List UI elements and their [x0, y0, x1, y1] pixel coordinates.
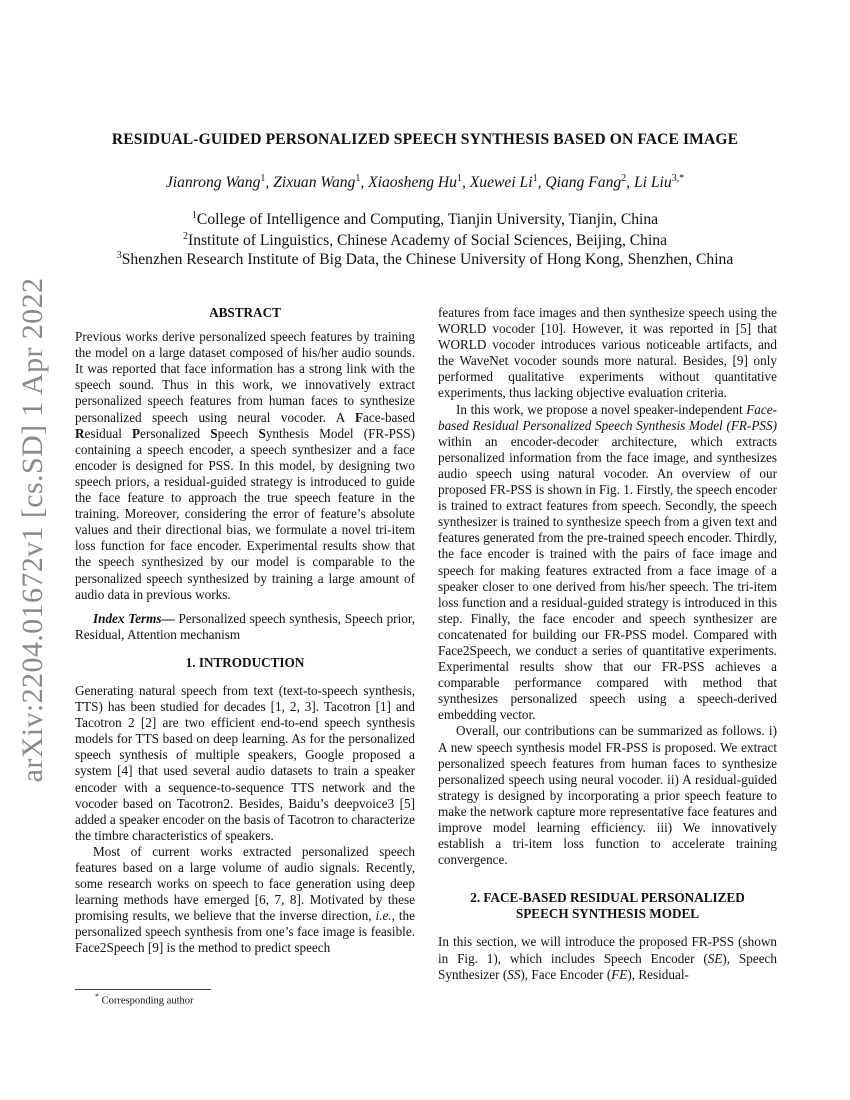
author-name: Jianrong Wang	[165, 174, 261, 192]
right-column	[438, 305, 777, 983]
affiliation-text: Institute of Linguistics, Chinese Academy of Social Sciences, Beijing, China	[188, 232, 667, 250]
abstract-heading: ABSTRACT	[209, 305, 281, 320]
author-sup: 1	[355, 173, 361, 184]
arxiv-stamp-text: arXiv:2204.01672v1 [cs.SD] 1 Apr 2022	[16, 277, 49, 783]
abstract-body: Previous works derive personalized speech features by training the model on a large dataset composed of his/her audio sounds. It was reported that face information has a strong link with the speech sound. Thus in this work, we innovatively extract personalized speech features from human faces to synthesize personalized speech using neural vocoder. A Face-based Residual Personalized Speech Synthesis Model (FR-PSS) containing a speech encoder, a speech synthesizer and a face encoder is designed for PSS. In this model, by designing two speech priors, a residual-guided strategy is introduced to guide the face feature to approach the true speech feature in the training. Moreover, considering the error of feature’s absolute values and their directional bias, we formulate a novel tri-item loss function for face encoder. Experimental results show that the speech synthesized by our model is comparable to the personalized speech synthesized by training a large amount of audio data in previous works.	[75, 329, 416, 602]
footnote-rule	[75, 989, 211, 990]
index-terms	[75, 611, 415, 643]
affiliation-sup: 2	[183, 231, 188, 242]
affiliation	[0, 210, 850, 229]
author-name: Xiaosheng Hu	[368, 174, 457, 192]
paper-title: RESIDUAL-GUIDED PERSONALIZED SPEECH SYNTHESIS BASED ON FACE IMAGE	[111, 131, 739, 148]
author-sup: 2	[621, 173, 627, 184]
author-sup: 1	[456, 173, 462, 184]
left-column	[75, 305, 415, 957]
section2-heading: 2. FACE-BASED RESIDUAL PERSONALIZED SPEECH SYNTHESIS MODEL	[470, 890, 745, 922]
footnote-marker: *	[95, 992, 99, 1001]
footnote-text: Corresponding author	[99, 995, 194, 1007]
author-sup: 1	[260, 173, 266, 184]
footnote	[95, 992, 194, 1007]
introduction-heading: 1. INTRODUCTION	[185, 654, 305, 670]
contributions-paragraph: Overall, our contributions can be summarized as follows. i) A new speech synthesis model FR-PSS is proposed. We extract personalized speech features from human faces to synthesize personalized speech using neural vocoder. ii) A residual-guided strategy is designed by incorporating a prior speech feature to make the network capture more representative face features and improve model learning efficiency. iii) We innovatively establish a tri-item loss function to accelerate training convergence.	[438, 723, 777, 868]
author-list: Jianrong Wang$^1$, Zixuan Wang$^1$, Xiaosheng Hu$^1$, Xuewei Li$^1$, Qiang Fang$^2$, Li Liu$^{3,*}$	[165, 173, 685, 192]
author-name: Xuewei Li	[469, 174, 533, 192]
affiliation-text: College of Intelligence and Computing, Tianjin University, Tianjin, China	[196, 211, 659, 229]
body-paragraph: features from face images and then synthesize speech using the WORLD vocoder [10]. However, it was reported in [5] that WORLD vocoder introduces various noticeable artifacts, and the WaveNet vocoder sounds more natural. Besides, [9] only performed qualitative experiments without quantitative experiments, thus lacking objective evaluation criteria.	[438, 305, 777, 401]
author-name: Li Liu	[633, 174, 672, 192]
affiliation	[0, 231, 850, 250]
affiliation-sup: 3	[116, 250, 122, 261]
body-paragraph: In this work, we propose a novel speaker-independent Face-based Residual Personalized Speech Synthesis Model (FR-PSS) within an encoder-decoder architecture, which extracts personalized information from the face image, and synthesizes audio speech using natural vocoder. An overview of our proposed FR-PSS is shown in Fig. 1. Firstly, the speech encoder is trained to extract features from speech. Secondly, the speech synthesizer is trained to synthesize speech from a given text and features generated from the pre-trained speech encoder. Thirdly, the face encoder is trained with the pairs of face image and speech for making features extracted from a face image of a speaker closer to one derived from his/her speech. The tri-item loss function and a residual-guided strategy is introduced in this step. Finally, the face encoder and speech synthesizer are concatenated for building our FR-PSS model. Compared with Face2Speech, we conduct a series of quantitative experiments. Experimental results show that our FR-PSS achieves a comparable performance compared with method that synthesizes personalized speech using a speech-derived embedding vector.	[438, 401, 777, 723]
arxiv-stamp	[8, 277, 58, 783]
index-terms-label: Index Terms—	[93, 610, 175, 626]
intro-paragraph: Most of current works extracted personalized speech features based on a large volume of audio signals. Recently, some research works on speech to face generation using deep learning methods have emerged [6, 7, 8]. Motivated by these promising results, we believe that the inverse direction, i.e., the personalized speech synthesis from one’s face image is feasible. Face2Speech [9] is the method to predict speech	[75, 843, 415, 956]
affiliation	[0, 250, 850, 269]
author-sup: 3,*	[671, 173, 685, 184]
author-name: Qiang Fang	[545, 174, 622, 192]
affiliation-text: Shenzhen Research Institute of Big Data, the Chinese University of Hong Kong, Shenzhen, China	[121, 251, 734, 269]
author-sup: 1	[532, 173, 538, 184]
author-name: Zixuan Wang	[273, 174, 356, 192]
affiliation-sup: 1	[191, 210, 197, 221]
section2-paragraph: In this section, we will introduce the proposed FR-PSS (shown in Fig. 1), which includes Speech Encoder (SE), Speech Synthesizer (SS), Face Encoder (FE), Residual-	[438, 934, 777, 982]
intro-paragraph: Generating natural speech from text (text-to-speech synthesis, TTS) has been studied for decades [1, 2, 3]. Tacotron [1] and Tacotron 2 [2] are two efficient end-to-end speech synthesis models for TTS based on deep learning. As for the personalized speech synthesis of multiple speakers, Google proposed a system [4] that used several audio datasets to train a speaker encoder with a sequence-to-sequence TTS network and the vocoder based on Tacotron2. Besides, Baidu’s deepvoice3 [5] added a speaker encoder on the basis of Tacotron to characterize the timbre characteristics of speakers.	[75, 682, 415, 843]
index-terms-text: Personalized speech synthesis, Speech prior, Residual, Attention mechanism	[75, 610, 415, 642]
